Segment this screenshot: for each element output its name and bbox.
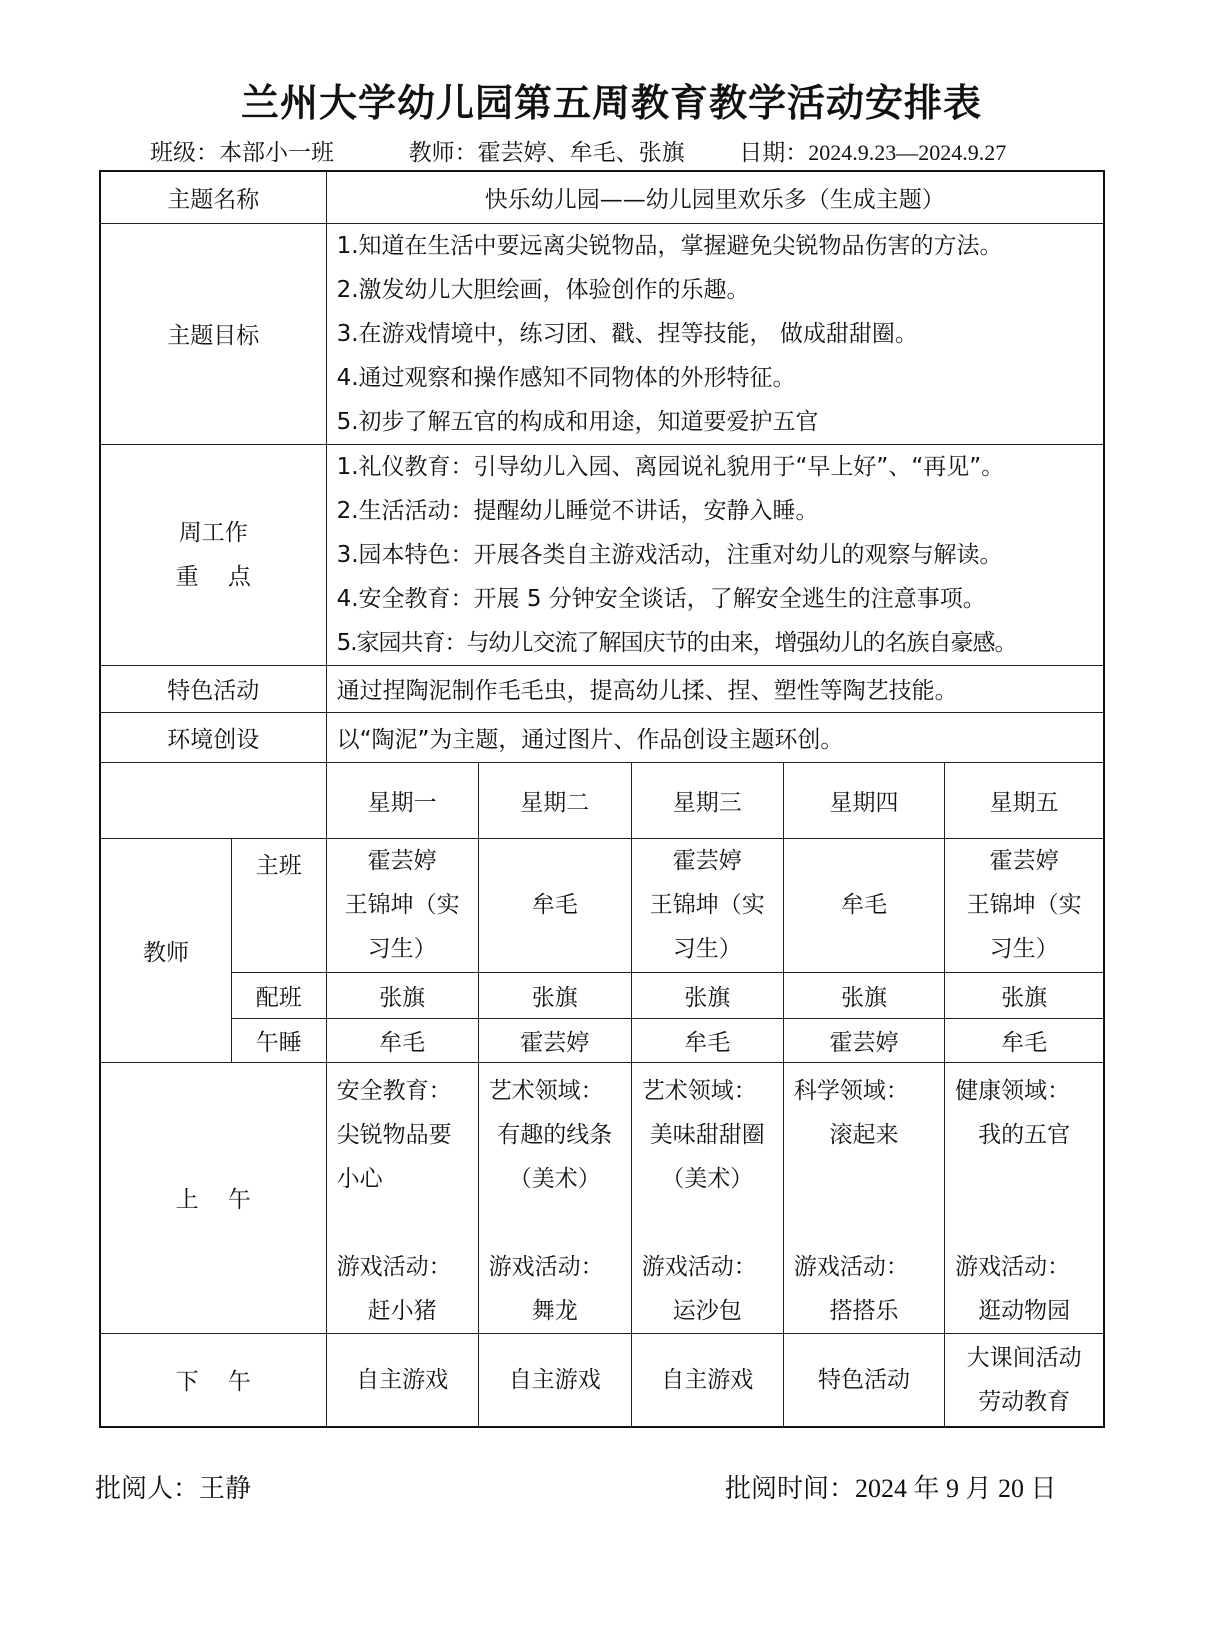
assist-teacher-cell: 张旗 xyxy=(478,972,631,1018)
focus-item: 2.生活活动：提醒幼儿睡觉不讲话，安静入睡。 xyxy=(336,497,819,524)
morning-cell xyxy=(631,1062,783,1333)
reviewer-label: 批阅人： xyxy=(95,1474,200,1504)
teacher-name: 霍芸婷 xyxy=(367,848,437,874)
teacher-value: 霍芸婷、牟毛、张旗 xyxy=(477,140,685,166)
day-header: 星期二 xyxy=(478,762,631,838)
afternoon-cell xyxy=(945,1333,1104,1427)
corner-cell xyxy=(100,762,326,838)
goals-list xyxy=(326,223,1104,444)
teacher-name: 习生） xyxy=(367,936,437,962)
game-name: 舞龙 xyxy=(531,1297,578,1324)
afternoon-activity: 自主游戏 xyxy=(661,1366,754,1393)
lesson-subject: （美术） xyxy=(508,1165,601,1192)
lesson-title: 滚起来 xyxy=(829,1121,899,1148)
teacher-label: 教师： xyxy=(408,140,478,166)
game-label: 游戏活动： xyxy=(641,1253,757,1280)
schedule-table xyxy=(99,170,1105,1428)
assist-teacher-cell: 张旗 xyxy=(945,972,1104,1018)
days-header-row xyxy=(100,762,1104,838)
teacher-name: 王锦坤（实 xyxy=(649,892,765,918)
afternoon-row xyxy=(100,1333,1104,1427)
teacher-name: 习生） xyxy=(989,936,1059,962)
lesson-domain: 艺术领域： xyxy=(488,1077,604,1104)
focus-label-line1: 周工作 xyxy=(178,519,248,546)
class-value: 本部小一班 xyxy=(219,140,334,166)
special-label: 特色活动 xyxy=(100,665,326,712)
teachers-label: 教师 xyxy=(100,838,232,1062)
afternoon-cell xyxy=(783,1333,944,1427)
page-title: 兰州大学幼儿园第五周教育教学活动安排表 xyxy=(240,81,982,125)
focus-item: 5.家园共育：与幼儿交流了解国庆节的由来，增强幼儿的名族自豪感。 xyxy=(336,629,1017,656)
teacher-name: 霍芸婷 xyxy=(989,848,1059,874)
game-name: 运沙包 xyxy=(672,1297,742,1324)
goal-item: 4.通过观察和操作感知不同物体的外形特征。 xyxy=(336,364,796,391)
reviewer xyxy=(95,1468,251,1505)
game-label: 游戏活动： xyxy=(793,1253,909,1280)
lesson-domain: 科学领域： xyxy=(793,1077,909,1104)
morning-cell xyxy=(783,1062,944,1333)
nap-teacher-row xyxy=(100,1018,1104,1062)
morning-cell xyxy=(945,1062,1104,1333)
nap-teacher-cell: 牟毛 xyxy=(945,1018,1104,1062)
morning-row xyxy=(100,1062,1104,1333)
goal-item: 3.在游戏情境中，练习团、戳、捏等技能， 做成甜甜圈。 xyxy=(336,320,918,347)
main-teacher-cell xyxy=(631,838,783,972)
day-header: 星期一 xyxy=(326,762,478,838)
day-header: 星期五 xyxy=(945,762,1104,838)
goal-item: 5.初步了解五官的构成和用途，知道要爱护五官 xyxy=(336,408,819,435)
afternoon-cell xyxy=(478,1333,631,1427)
lesson-title: 尖锐物品要 xyxy=(336,1121,452,1148)
day-header: 星期三 xyxy=(631,762,783,838)
main-teacher-cell xyxy=(945,838,1104,972)
day-header: 星期四 xyxy=(783,762,944,838)
morning-label: 上 午 xyxy=(100,1062,326,1333)
main-teacher-label: 主班 xyxy=(232,838,327,972)
special-row xyxy=(100,665,1104,712)
teacher-name: 牟毛 xyxy=(840,892,887,918)
game-label: 游戏活动： xyxy=(488,1253,604,1280)
afternoon-cell xyxy=(326,1333,478,1427)
assist-teacher-label: 配班 xyxy=(232,972,327,1018)
afternoon-activity: 大课间活动 xyxy=(966,1344,1082,1371)
teacher-name: 习生） xyxy=(672,936,742,962)
main-teacher-cell xyxy=(478,838,631,972)
goal-item: 2.激发幼儿大胆绘画，体验创作的乐趣。 xyxy=(336,276,750,303)
focus-list xyxy=(326,444,1104,665)
afternoon-activity: 劳动教育 xyxy=(978,1388,1071,1415)
main-teacher-cell xyxy=(783,838,944,972)
nap-teacher-label: 午睡 xyxy=(232,1018,327,1062)
focus-item: 4.安全教育：开展 5 分钟安全谈话，了解安全逃生的注意事项。 xyxy=(336,585,986,612)
game-label: 游戏活动： xyxy=(955,1253,1071,1280)
lesson-title: 小心 xyxy=(336,1165,383,1192)
goal-item: 1.知道在生活中要远离尖锐物品，掌握避免尖锐物品伤害的方法。 xyxy=(336,232,1003,259)
special-value: 通过捏陶泥制作毛毛虫，提高幼儿揉、捏、塑性等陶艺技能。 xyxy=(326,665,1104,712)
teacher-name: 牟毛 xyxy=(531,892,578,918)
environment-row xyxy=(100,712,1104,762)
lesson-title: 美味甜甜圈 xyxy=(649,1121,765,1148)
goals-row xyxy=(100,223,1104,444)
nap-teacher-cell: 牟毛 xyxy=(631,1018,783,1062)
assist-teacher-cell: 张旗 xyxy=(631,972,783,1018)
lesson-domain: 艺术领域： xyxy=(641,1077,757,1104)
nap-teacher-cell: 霍芸婷 xyxy=(478,1018,631,1062)
reviewer-name: 王静 xyxy=(199,1474,252,1504)
nap-teacher-cell: 牟毛 xyxy=(326,1018,478,1062)
teacher-name: 王锦坤（实 xyxy=(344,892,460,918)
header-meta xyxy=(150,134,1110,167)
lesson-title: 有趣的线条 xyxy=(497,1121,613,1148)
assist-teacher-cell: 张旗 xyxy=(783,972,944,1018)
goals-label: 主题目标 xyxy=(100,223,326,444)
game-name: 赶小猪 xyxy=(367,1297,437,1324)
game-name: 逛动物园 xyxy=(978,1297,1071,1324)
game-label: 游戏活动： xyxy=(336,1253,452,1280)
teacher-name: 王锦坤（实 xyxy=(966,892,1082,918)
review-time-value: 2024 年 9 月 20 日 xyxy=(855,1474,1057,1503)
focus-item: 1.礼仪教育：引导幼儿入园、离园说礼貌用于“早上好”、“再见”。 xyxy=(336,453,1005,480)
lesson-title: 我的五官 xyxy=(978,1121,1071,1148)
review-time xyxy=(725,1468,1057,1505)
environment-value: 以“陶泥”为主题，通过图片、作品创设主题环创。 xyxy=(326,712,1104,762)
theme-label: 主题名称 xyxy=(100,171,326,223)
afternoon-activity: 特色活动 xyxy=(817,1366,910,1393)
main-teacher-cell xyxy=(326,838,478,972)
main-teacher-row xyxy=(100,838,1104,972)
assist-teacher-cell: 张旗 xyxy=(326,972,478,1018)
morning-cell xyxy=(326,1062,478,1333)
morning-cell xyxy=(478,1062,631,1333)
afternoon-label: 下 午 xyxy=(100,1333,326,1427)
afternoon-activity: 自主游戏 xyxy=(356,1366,449,1393)
focus-item: 3.园本特色：开展各类自主游戏活动，注重对幼儿的观察与解读。 xyxy=(336,541,1003,568)
teacher-name: 霍芸婷 xyxy=(672,848,742,874)
theme-value: 快乐幼儿园——幼儿园里欢乐多（生成主题） xyxy=(326,171,1104,223)
theme-row xyxy=(100,171,1104,223)
assist-teacher-row xyxy=(100,972,1104,1018)
afternoon-activity: 自主游戏 xyxy=(508,1366,601,1393)
environment-label: 环境创设 xyxy=(100,712,326,762)
date-label: 日期： xyxy=(739,140,809,166)
review-time-label: 批阅时间： xyxy=(725,1474,856,1504)
focus-label-line2: 重 点 xyxy=(175,563,251,590)
afternoon-cell xyxy=(631,1333,783,1427)
date-value: 2024.9.23—2024.9.27 xyxy=(808,140,1007,165)
nap-teacher-cell: 霍芸婷 xyxy=(783,1018,944,1062)
class-label: 班级： xyxy=(150,140,219,166)
focus-row xyxy=(100,444,1104,665)
lesson-domain: 安全教育： xyxy=(336,1077,452,1104)
lesson-domain: 健康领域： xyxy=(955,1077,1071,1104)
lesson-subject: （美术） xyxy=(661,1165,754,1192)
game-name: 搭搭乐 xyxy=(829,1297,899,1324)
focus-label xyxy=(100,444,326,665)
